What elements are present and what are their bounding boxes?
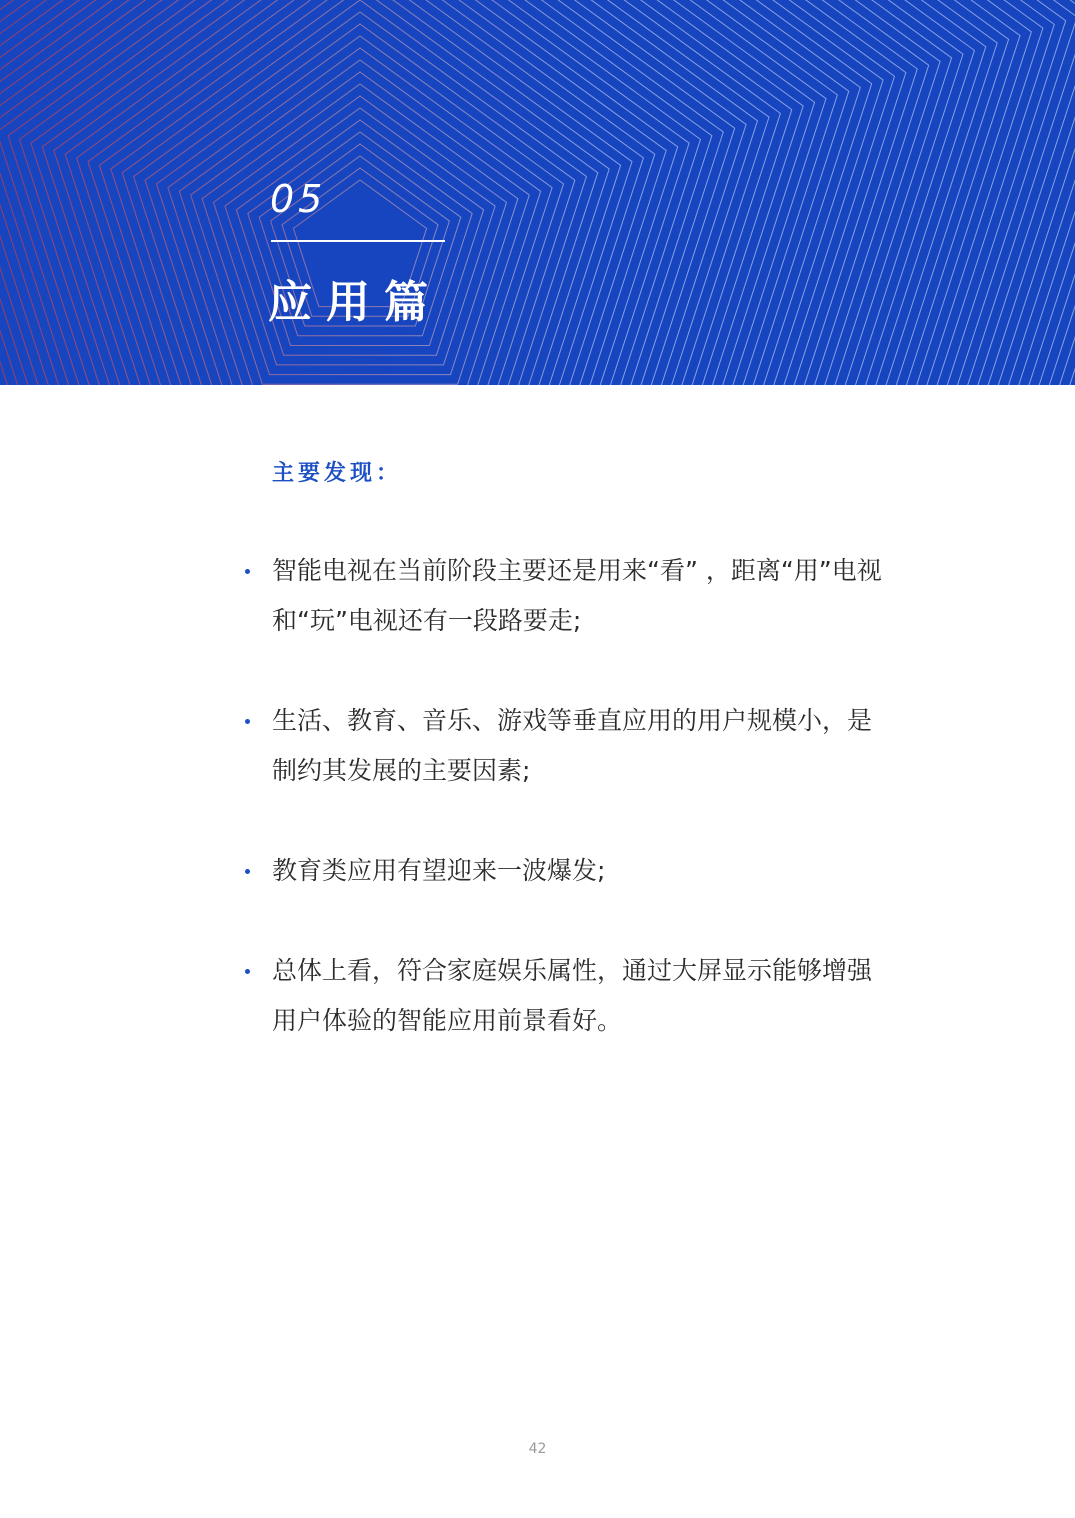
pattern-line — [157, 36, 564, 385]
finding-item — [272, 546, 884, 646]
pattern-line — [0, 0, 940, 385]
pattern-line — [0, 0, 917, 385]
pattern-line — [202, 84, 518, 384]
chapter-banner — [0, 0, 1075, 385]
pattern-line — [0, 0, 1066, 385]
finding-item — [272, 846, 884, 896]
pattern-line — [0, 0, 974, 385]
chapter-number: 05 — [270, 177, 327, 221]
finding-text: 总体上看，符合家庭娱乐属性，通过大屏显示能够增强用户体验的智能应用前景看好。 — [272, 956, 873, 1035]
bullet-icon — [245, 719, 250, 724]
findings-list — [0, 546, 1075, 1096]
bullet-icon — [245, 569, 250, 574]
pattern-line — [214, 96, 507, 375]
concentric-pentagon-pattern — [0, 0, 1075, 385]
finding-text: 生活、教育、音乐、游戏等垂直应用的用户规模小，是制约其发展的主要因素; — [272, 706, 873, 785]
pattern-line — [0, 0, 1009, 385]
page-number: 42 — [528, 1441, 547, 1457]
bullet-icon — [245, 869, 250, 874]
finding-text: 教育类应用有望迎来一波爆发; — [272, 856, 606, 885]
findings-heading: 主要发现： — [272, 461, 403, 486]
bullet-icon — [245, 969, 250, 974]
finding-item — [272, 696, 884, 796]
chapter-divider — [271, 240, 445, 242]
finding-text: 智能电视在当前阶段主要还是用来“看” ，距离“用”电视和“玩”电视还有一段路要走; — [272, 556, 882, 635]
finding-item — [272, 946, 884, 1046]
pattern-line — [191, 72, 530, 385]
chapter-title: 应用篇 — [268, 277, 442, 328]
pattern-line — [0, 0, 895, 385]
